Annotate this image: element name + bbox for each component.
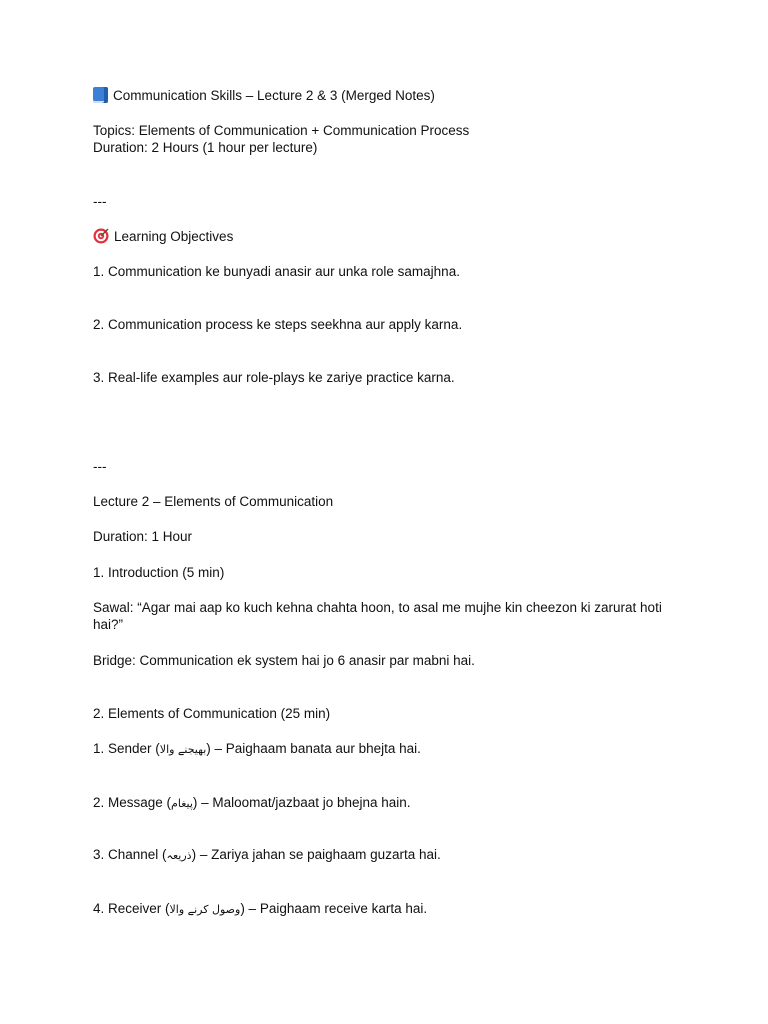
bridge-paragraph: Bridge: Communication ek system hai jo 6 anasir par mabni hai. (93, 653, 475, 668)
element-prefix: 1. Sender ( (93, 741, 160, 756)
document-title (93, 87, 683, 104)
objective-item: 3. Real-life examples aur role-plays ke zariye practice karna. (93, 370, 455, 385)
element-suffix: ) – Maloomat/jazbaat jo bhejna hain. (192, 795, 411, 810)
element-suffix: ) – Paighaam banata aur bhejta hai. (206, 741, 421, 756)
book-icon (93, 87, 108, 103)
element-suffix: ) – Zariya jahan se paighaam guzarta hai. (191, 847, 441, 862)
element-item-sender (93, 740, 683, 758)
elements-heading: 2. Elements of Communication (25 min) (93, 706, 331, 721)
objective-item: 2. Communication process ke steps seekhna aur apply karna. (93, 317, 463, 332)
title-text: Communication Skills – Lecture 2 & 3 (Merged Notes) (113, 88, 435, 103)
introduction-heading: 1. Introduction (5 min) (93, 565, 225, 580)
urdu-term: ذریعہ (166, 849, 192, 862)
objectives-heading-text: Learning Objectives (114, 229, 234, 244)
objectives-heading (93, 228, 683, 245)
lecture-duration: Duration: 1 Hour (93, 529, 193, 544)
lecture-heading: Lecture 2 – Elements of Communication (93, 494, 334, 509)
urdu-term: وصول کرنے والا (169, 903, 241, 916)
sawal-paragraph: Sawal: “Agar mai aap ko kuch kehna chahta hoon, to asal me mujhe kin cheezon ki zarurat hoti hai?” (93, 600, 666, 632)
element-item-channel (93, 846, 683, 864)
divider: --- (93, 459, 107, 474)
element-item-receiver (93, 900, 683, 918)
element-item-message (93, 794, 683, 812)
objective-item: 1. Communication ke bunyadi anasir aur unka role samajhna. (93, 264, 460, 279)
element-prefix: 4. Receiver ( (93, 901, 170, 916)
topics-line: Topics: Elements of Communication + Communication Process (93, 123, 470, 138)
divider: --- (93, 194, 107, 209)
urdu-term: پیغام (171, 797, 193, 810)
element-suffix: ) – Paighaam receive karta hai. (240, 901, 428, 916)
urdu-term: بھیجنے والا (159, 743, 207, 756)
duration-line: Duration: 2 Hours (1 hour per lecture) (93, 140, 318, 155)
element-prefix: 2. Message ( (93, 795, 172, 810)
target-icon (93, 228, 109, 244)
element-prefix: 3. Channel ( (93, 847, 167, 862)
